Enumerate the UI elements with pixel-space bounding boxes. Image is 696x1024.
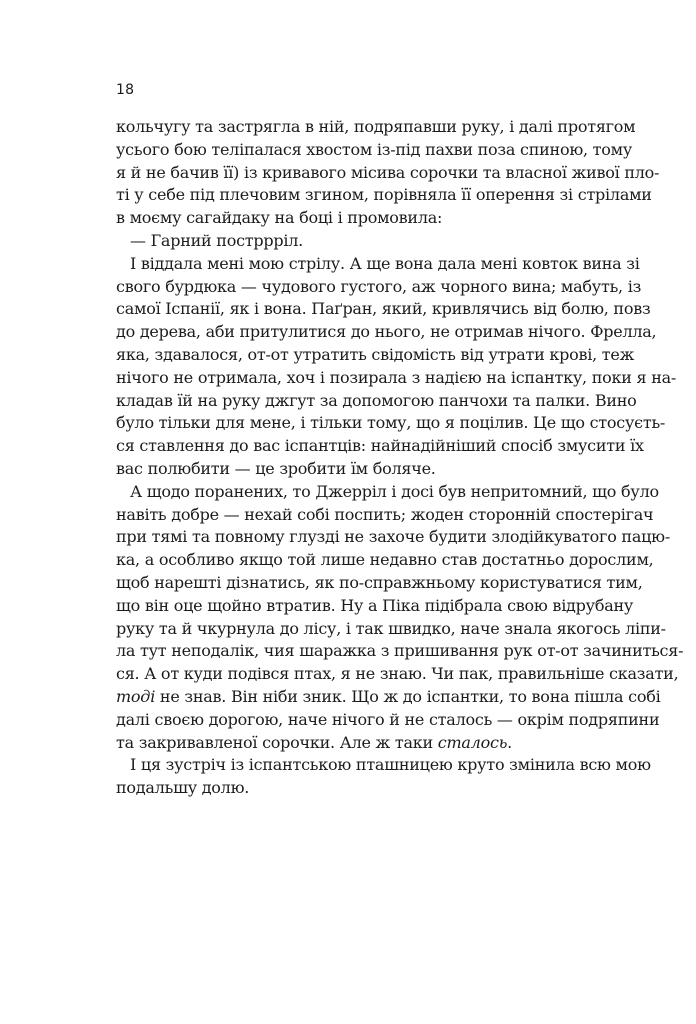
paragraph-start-line: І віддала мені мою стрілу. А ще вона дала мені ковток вина зі xyxy=(130,253,640,273)
text-line: в моєму сагайдаку на боці і промовила: xyxy=(116,208,443,228)
emphasis: тоді xyxy=(116,686,156,706)
text-line: тоді не знав. Він ніби зник. Що ж до іспантки, то вона пішла собі xyxy=(116,686,661,706)
text-line: до дерева, аби притулитися до нього, не отримав нічого. Фрелла, xyxy=(116,322,657,342)
text-line: та закривавленої сорочки. Але ж таки сталось. xyxy=(116,732,513,752)
text-line: свого бурдюка — чудового густого, аж чорного вина; мабуть, із xyxy=(116,276,642,296)
text-line: ся. А от куди подівся птах, я не знаю. Чи пак, правильніше сказати, xyxy=(116,664,679,684)
paragraph-start-line: А щодо поранених, то Джеррiл і досі був непритомний, що було xyxy=(130,481,659,501)
text-line: ся ставлення до вас іспантців: найнадійніший спосіб змусити їх xyxy=(116,436,644,456)
text-line: усього бою теліпалася хвостом із-під пахви поза спиною, тому xyxy=(116,139,633,159)
text-line: кольчугу та застрягла в ній, подряпавши руку, і далі протягом xyxy=(116,117,636,136)
text-line: вас полюбити — це зробити їм боляче. xyxy=(116,458,436,478)
text-line: було тільки для мене, і тільки тому, що я поцілив. Це що стосуєть- xyxy=(116,413,666,433)
text-line: при тямі та повному глузді не захоче будити злодійкуватого пацю- xyxy=(116,527,670,547)
text-line: подальшу долю. xyxy=(116,778,250,798)
text-line: я й не бачив її) із кривавого місива сорочки та власної живої пло- xyxy=(116,162,660,182)
text-line: що він оце щойно втратив. Ну а Піка підібрала свою відрубану xyxy=(116,595,634,615)
text-line: нічого не отримала, хоч і позирала з надією на іспантку, поки я на- xyxy=(116,367,677,387)
emphasis: сталось xyxy=(437,732,508,752)
text-line: навіть добре — нехай собі поспить; жоден сторонній спостерігач xyxy=(116,504,654,524)
paragraph-start-line: І ця зустріч із іспантською пташницею круто змінила всю мою xyxy=(130,755,651,775)
text-line: яка, здавалося, от-от утратить свідомість від утрати крові, теж xyxy=(116,344,635,364)
text-line: ла тут неподалік, чия шаражка з пришивання рук от-от зачиниться- xyxy=(116,641,684,661)
text-line: далі своєю дорогою, наче нічого й не сталось — окрім подряпини xyxy=(116,709,660,729)
text-line: ка, а особливо якщо той лише недавно став достатньо дорослим, xyxy=(116,550,654,570)
body-text xyxy=(116,116,684,800)
dialogue-line: — Гарний постррріл. xyxy=(130,230,303,250)
page-number: 18 xyxy=(116,82,135,98)
text-line: руку та й чкурнула до лісу, і так швидко, наче знала якогось ліпи- xyxy=(116,618,666,638)
text-line: щоб нарешті дізнатись, як по-справжньому користуватися тим, xyxy=(116,572,643,592)
text-line: самої Іспанії, як і вона. Паґран, який, кривлячись від болю, повз xyxy=(116,299,651,319)
text-line: ті у себе під плечовим згином, порівняла її оперення зі стрілами xyxy=(116,185,652,205)
text-line: кладав їй на руку джгут за допомогою панчохи та палки. Вино xyxy=(116,390,637,410)
